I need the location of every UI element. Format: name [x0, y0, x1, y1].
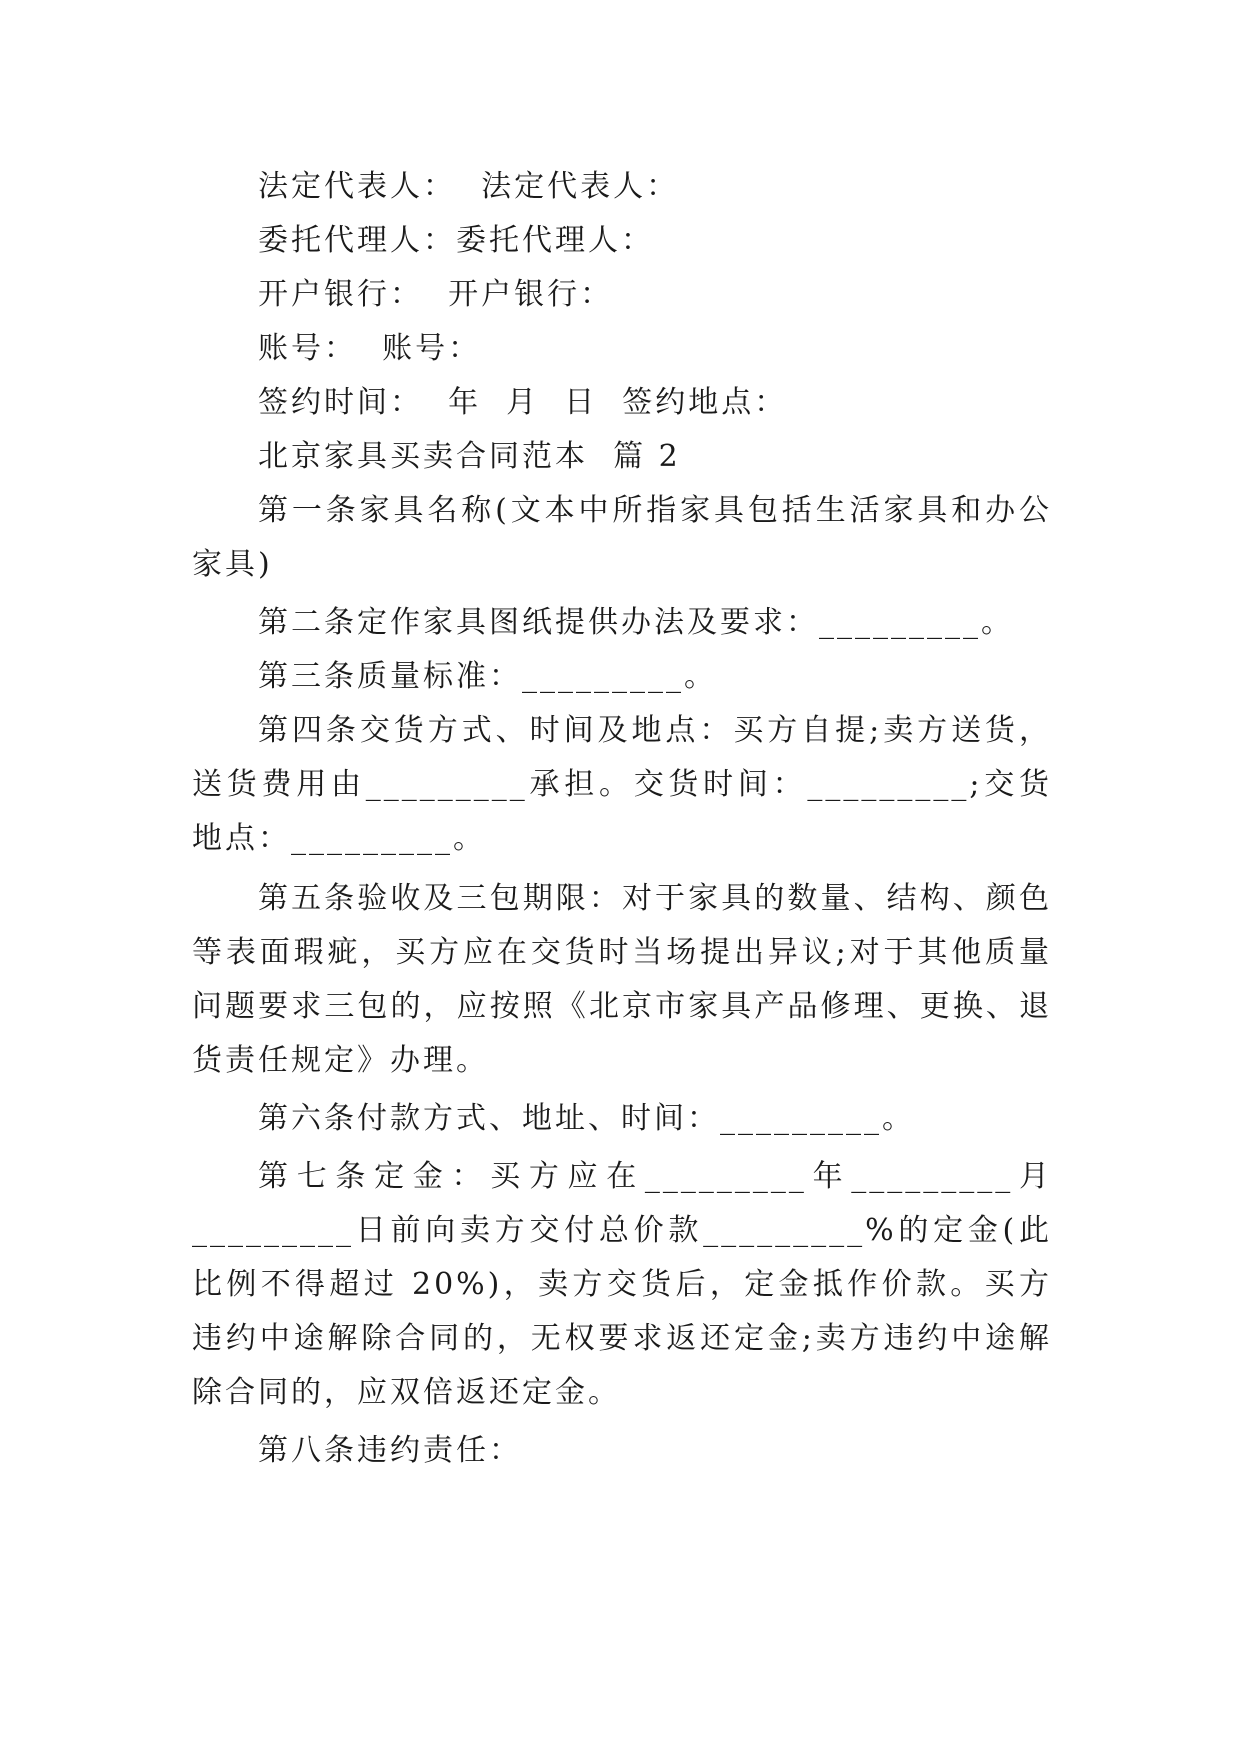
article-6: 第六条付款方式、地址、时间：_________。 [258, 1101, 915, 1136]
bank-line: 开户银行： 开户银行： [258, 277, 614, 312]
article-3: 第三条质量标准：_________。 [258, 659, 717, 694]
section-heading: 北京家具买卖合同范本 篇 2 [258, 439, 681, 474]
article-1: 第一条家具名称(文本中所指家具包括生活家具和办公家具) [192, 493, 1052, 582]
article-2: 第二条定作家具图纸提供办法及要求：_________。 [258, 605, 1014, 640]
signing-line: 签约时间： 年 月 日 签约地点： [258, 385, 788, 420]
article-4: 第四条交货方式、时间及地点：买方自提;卖方送货，送货费用由_________承担。交货时间：_________;交货地点：_________。 [192, 713, 1052, 856]
authorized-agent-line: 委托代理人：委托代理人： [258, 223, 654, 258]
article-7: 第七条定金：买方应在_________年_________月_________日前向卖方交付总价款_________%的定金(此比例不得超过 20%)，卖方交货后，定金抵作价款。买方违约中途解除合同的，无权要求返还定金;卖方违约中途解除合同的，应双倍返还定金。 [192, 1159, 1052, 1410]
account-line: 账号： 账号： [258, 331, 482, 366]
document-body [192, 160, 1052, 1478]
article-8: 第八条违约责任： [258, 1433, 522, 1468]
article-5: 第五条验收及三包期限：对于家具的数量、结构、颜色等表面瑕疵，买方应在交货时当场提出异议;对于其他质量问题要求三包的，应按照《北京市家具产品修理、更换、退货责任规定》办理。 [192, 881, 1052, 1078]
legal-representative-line: 法定代表人： 法定代表人： [258, 169, 680, 204]
